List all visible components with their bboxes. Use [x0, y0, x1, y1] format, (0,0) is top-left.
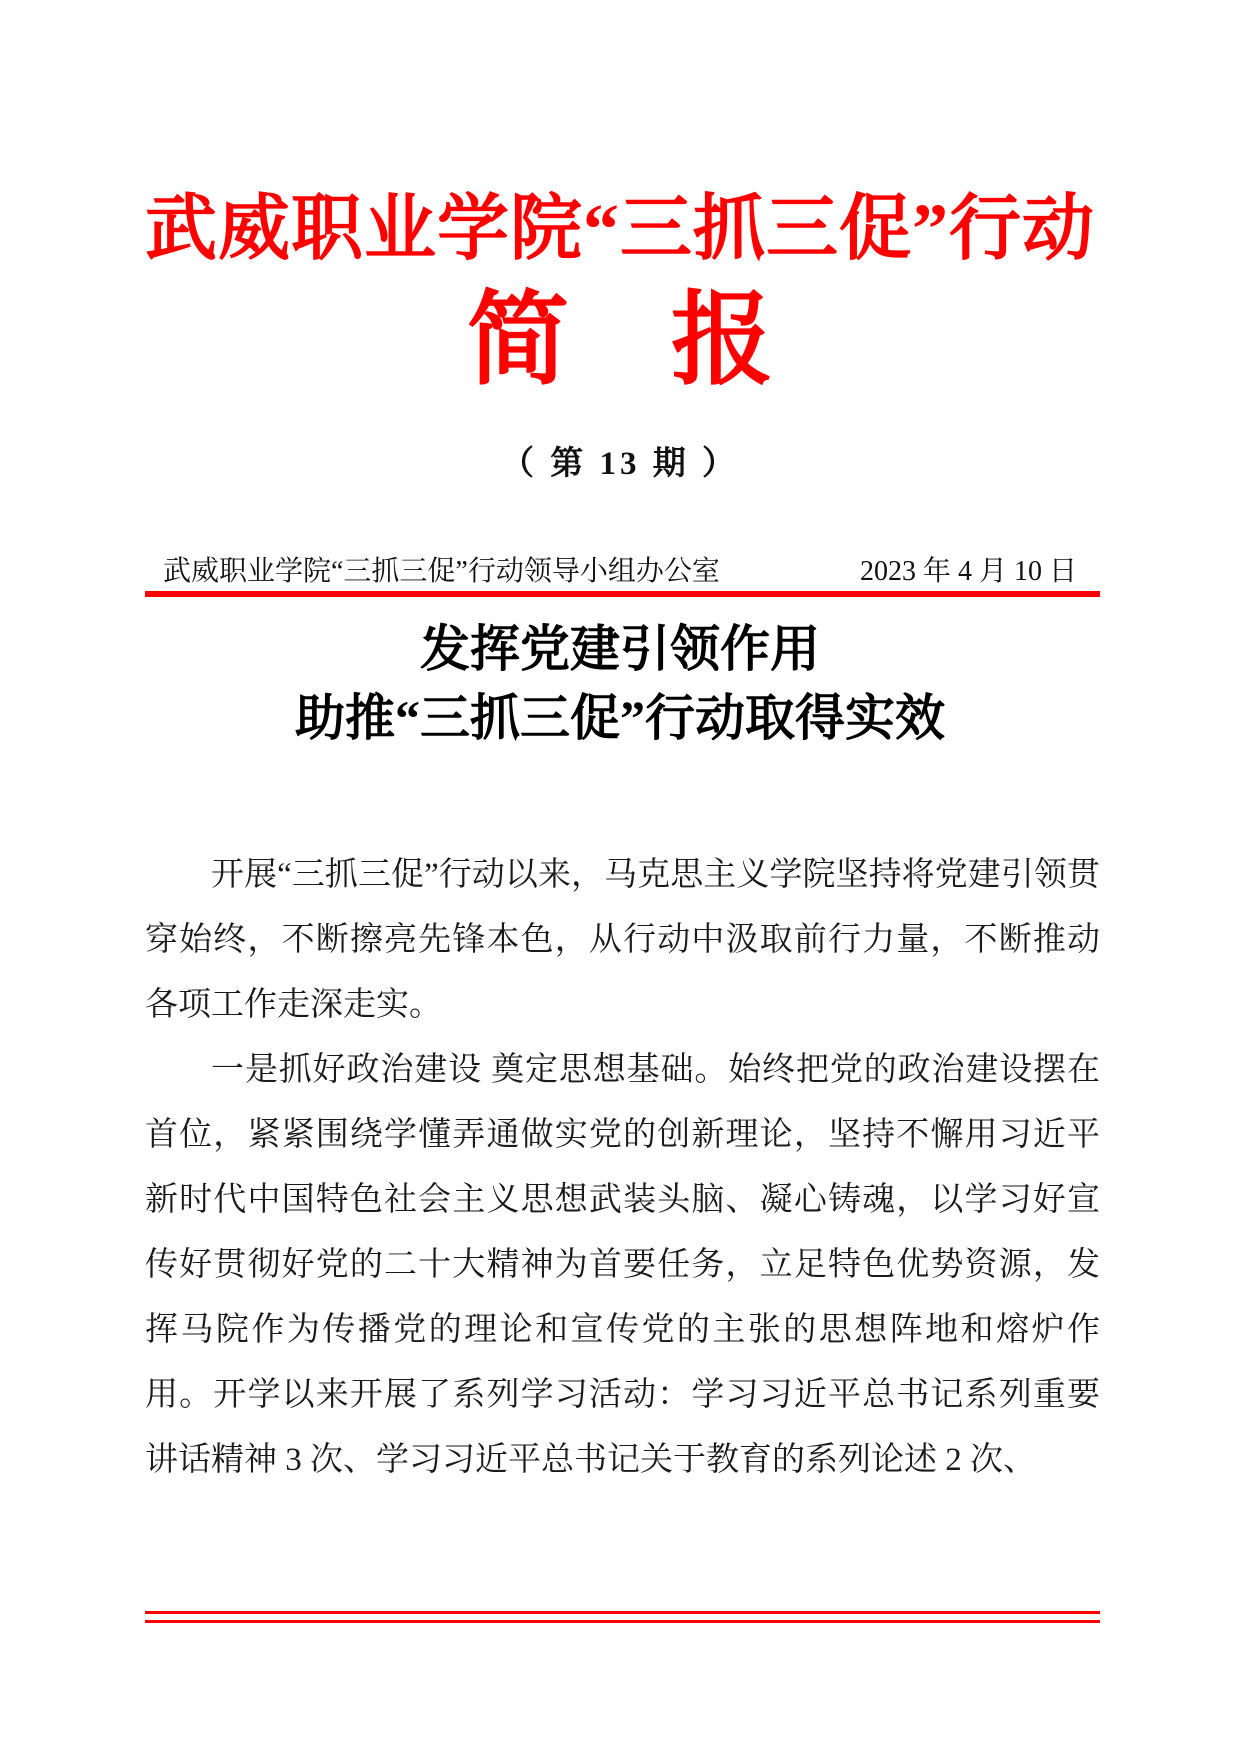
- masthead-title: 武威职业学院“三抓三促”行动: [144, 189, 1095, 269]
- masthead-subtitle: 简 报: [467, 285, 773, 398]
- header-row: [163, 549, 1077, 589]
- article-title-line1: 发挥党建引领作用: [420, 621, 820, 677]
- paragraph: 一是抓好政治建设 奠定思想基础。始终把党的政治建设摆在首位，紧紧围绕学懂弄通做实党的创新理论，坚持不懈用习近平新时代中国特色社会主义思想武装头脑、凝心铸魂，以学习好宣传好贯彻好党的二十大精神为首要任务，立足特色优势资源，发挥马院作为传播党的理论和宣传党的主张的思想阵地和熔炉作用。开学以来开展了系列学习活动：学习习近平总书记系列重要讲话精神 3 次、学习习近平总书记关于教育的系列论述 2 次、: [145, 1052, 1100, 1478]
- article-body: [145, 843, 1100, 1493]
- article-title-line2: 助推“三抓三促”行动取得实效: [295, 690, 945, 746]
- paragraph: 开展“三抓三促”行动以来，马克思主义学院坚持将党建引领贯穿始终，不断擦亮先锋本色，从行动中汲取前行力量，不断推动各项工作走深走实。: [145, 857, 1100, 1023]
- issuing-office: 武威职业学院“三抓三促”行动领导小组办公室: [163, 556, 720, 587]
- header-divider: [145, 591, 1100, 597]
- footer-divider: [145, 1611, 1100, 1623]
- article-title: [0, 615, 1240, 753]
- issue-date: 2023 年 4 月 10 日: [859, 556, 1077, 587]
- issue-number: （ 第 13 期 ）: [501, 446, 739, 482]
